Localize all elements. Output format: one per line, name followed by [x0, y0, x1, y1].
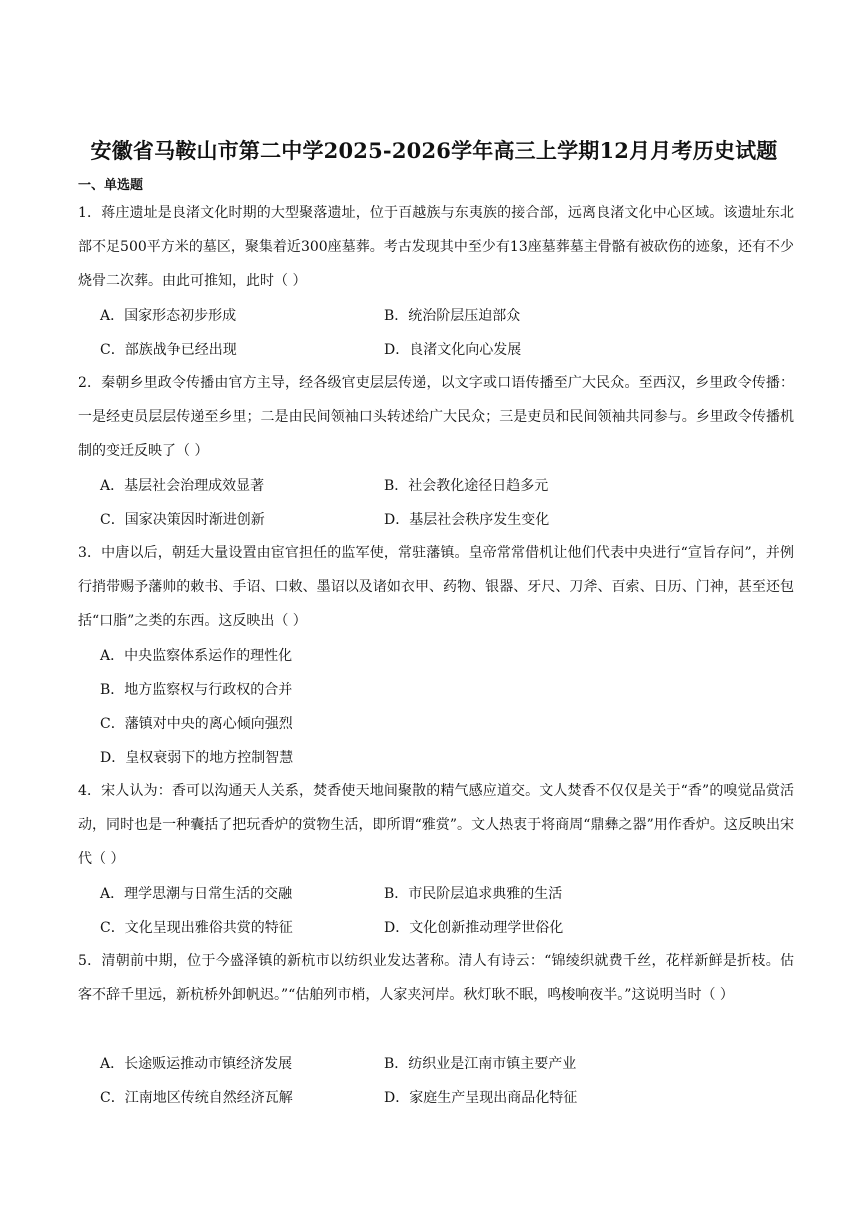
question-3-option-a: A．中央监察体系运作的理性化 [100, 648, 293, 664]
question-2-option-c: C．国家决策因时渐进创新 [100, 512, 265, 528]
question-3-option-b: B．地方监察权与行政权的合并 [100, 682, 293, 698]
question-5-option-d: D．家庭生产呈现出商品化特征 [384, 1090, 578, 1106]
question-1-stem: 1．蒋庄遗址是良渚文化时期的大型聚落遗址，位于百越族与东夷族的接合部，远离良渚文化中心区域。该遗址东北部不足500平方米的墓区，聚集着近300座墓葬。考古发现其中至少有13座墓葬墓主骨骼有被砍伤的迹象，还有不少烧骨二次葬。由此可推知，此时（ ） [78, 205, 794, 289]
question-2-option-b: B．社会教化途径日趋多元 [384, 478, 549, 494]
question-3-stem: 3．中唐以后，朝廷大量设置由宦官担任的监军使，常驻藩镇。皇帝常常借机让他们代表中央进行“宣旨存问”，并例行捎带赐予藩帅的敕书、手诏、口敕、墨诏以及诸如衣甲、药物、银器、牙尺、刀斧、百索、日历、门神，甚至还包括“口脂”之类的东西。这反映出（ ） [78, 545, 794, 629]
question-1-option-b: B．统治阶层压迫部众 [384, 308, 521, 324]
question-2-stem: 2．秦朝乡里政令传播由官方主导，经各级官吏层层传递，以文字或口语传播至广大民众。至西汉，乡里政令传播：一是经吏员层层传递至乡里；二是由民间领袖口头转述给广大民众；三是吏员和民间领袖共同参与。乡里政令传播机制的变迁反映了（ ） [78, 375, 794, 459]
question-4-option-d: D．文化创新推动理学世俗化 [384, 920, 564, 936]
question-5-option-b: B．纺织业是江南市镇主要产业 [384, 1056, 577, 1072]
question-2-option-d: D．基层社会秩序发生变化 [384, 512, 550, 528]
question-1-option-a: A．国家形态初步形成 [100, 308, 237, 324]
question-5-option-a: A．长途贩运推动市镇经济发展 [100, 1056, 293, 1072]
question-1-option-c: C．部族战争已经出现 [100, 342, 237, 358]
question-4-option-b: B．市民阶层追求典雅的生活 [384, 886, 563, 902]
question-2-option-a: A．基层社会治理成效显著 [100, 478, 265, 494]
page-title: 安徽省马鞍山市第二中学2025-2026学年高三上学期12月月考历史试题 [90, 138, 778, 163]
question-4-option-a: A．理学思潮与日常生活的交融 [100, 886, 293, 902]
section-heading: 一、单选题 [78, 178, 144, 193]
question-4-option-c: C．文化呈现出雅俗共赏的特征 [100, 920, 293, 936]
question-5-stem: 5．清朝前中期，位于今盛泽镇的新杭市以纺织业发达著称。清人有诗云：“锦绫织就费千丝，花样新鲜是折枝。估客不辞千里远，新杭桥外卸帆迟。”“估舶列市梢，人家夹河岸。秋灯耿不眠，鸣梭响夜半。”这说明当时（ ） [78, 953, 794, 1003]
question-3-option-c: C．藩镇对中央的离心倾向强烈 [100, 716, 293, 732]
question-3-option-d: D．皇权衰弱下的地方控制智慧 [100, 750, 294, 766]
question-4-stem: 4．宋人认为：香可以沟通天人关系，焚香使天地间聚散的精气感应道交。文人焚香不仅仅是关于“香”的嗅觉品赏活动，同时也是一种囊括了把玩香炉的赏物生活，即所谓“雅赏”。文人热衷于将商周“鼎彝之器”用作香炉。这反映出宋代（ ） [78, 783, 794, 867]
question-1-option-d: D．良渚文化向心发展 [384, 342, 522, 358]
question-5-option-c: C．江南地区传统自然经济瓦解 [100, 1090, 293, 1106]
